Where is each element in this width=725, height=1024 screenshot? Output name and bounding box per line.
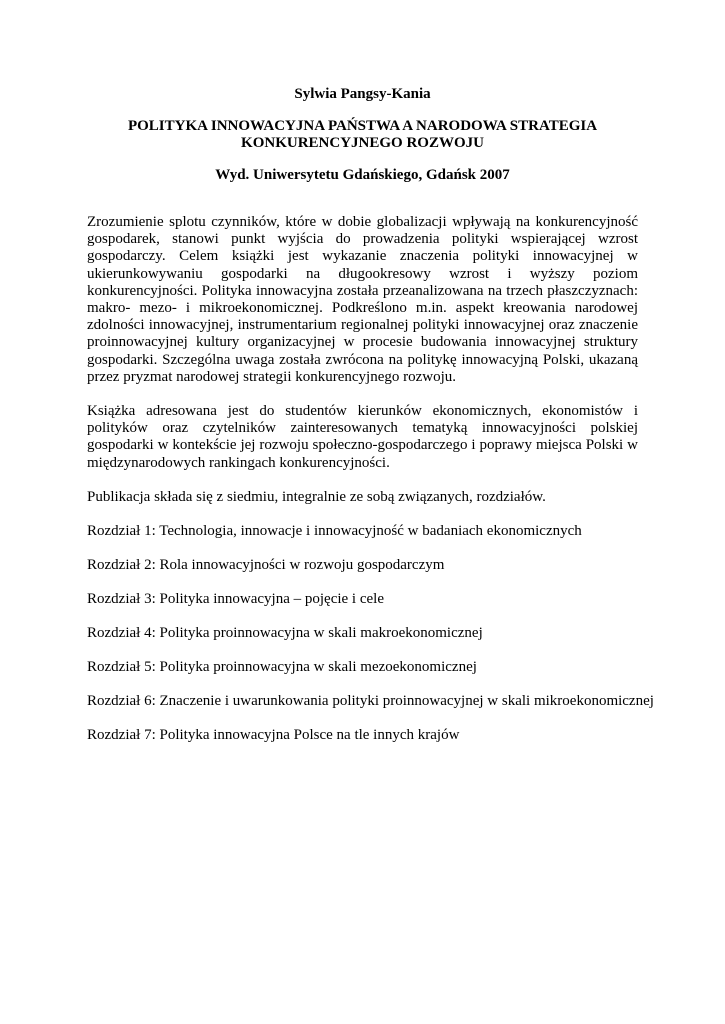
audience-paragraph: Książka adresowana jest do studentów kierunków ekonomicznych, ekonomistów i polityków oraz czytelników zainteresowanych tematyką innowacyjności polskiej gospodarki w kontekście jej rozwoju społeczno-gospodarczego i poprawy miejsca Polski w międzynarodowych rankingach konkurencyjności. xyxy=(87,403,638,471)
abstract-paragraph: Zrozumienie splotu czynników, które w dobie globalizacji wpływają na konkurencyjność gospodarek, stanowi punkt wyjścia do prowadzenia polityki wspierającej wzrost gospodarczy. Celem książki jest wykazanie znaczenia polityki innowacyjnej w ukierunkowywaniu gospodarki na długookresowy wzrost i wyższy poziom konkurencyjności. Polityka innowacyjna została przeanalizowana na trzech płaszczyznach: makro- mezo- i mikroekonomicznej. Podkreślono m.in. aspekt kreowania narodowej zdolności innowacyjnej, instrumentarium regionalnej polityki innowacyjnej oraz znaczenie proinnowacyjnej kultury organizacyjnej w procesie budowania innowacyjnej struktury gospodarki. Szczególna uwaga została zwrócona na politykę innowacyjną Polski, ukazaną przez pryzmat narodowej strategii konkurencyjnego rozwoju. xyxy=(87,214,638,385)
author-name: Sylwia Pangsy-Kania xyxy=(294,86,431,102)
chapter-item: Rozdział 2: Rola innowacyjności w rozwoju gospodarczym xyxy=(87,557,445,574)
chapter-item: Rozdział 7: Polityka innowacyjna Polsce na tle innych krajów xyxy=(87,727,460,744)
book-title-line-1: POLITYKA INNOWACYJNA PAŃSTWA A NARODOWA STRATEGIA xyxy=(127,118,598,134)
chapter-item: Rozdział 5: Polityka proinnowacyjna w skali mezoekonomicznej xyxy=(87,659,477,676)
chapter-item: Rozdział 6: Znaczenie i uwarunkowania polityki proinnowacyjnej w skali mikroekonomicznej xyxy=(87,693,654,710)
chapter-list xyxy=(87,523,654,744)
publisher-info: Wyd. Uniwersytetu Gdańskiego, Gdańsk 2007 xyxy=(215,167,510,183)
chapter-item: Rozdział 1: Technologia, innowacje i innowacyjność w badaniach ekonomicznych xyxy=(87,523,582,540)
book-title-line-2: KONKURENCYJNEGO ROZWOJU xyxy=(241,135,484,151)
chapter-item: Rozdział 3: Polityka innowacyjna – pojęcie i cele xyxy=(87,591,384,608)
structure-paragraph: Publikacja składa się z siedmiu, integralnie ze sobą związanych, rozdziałów. xyxy=(87,488,546,505)
book-title xyxy=(87,118,638,152)
document-page xyxy=(87,86,654,761)
chapter-item: Rozdział 4: Polityka proinnowacyjna w skali makroekonomicznej xyxy=(87,625,483,642)
